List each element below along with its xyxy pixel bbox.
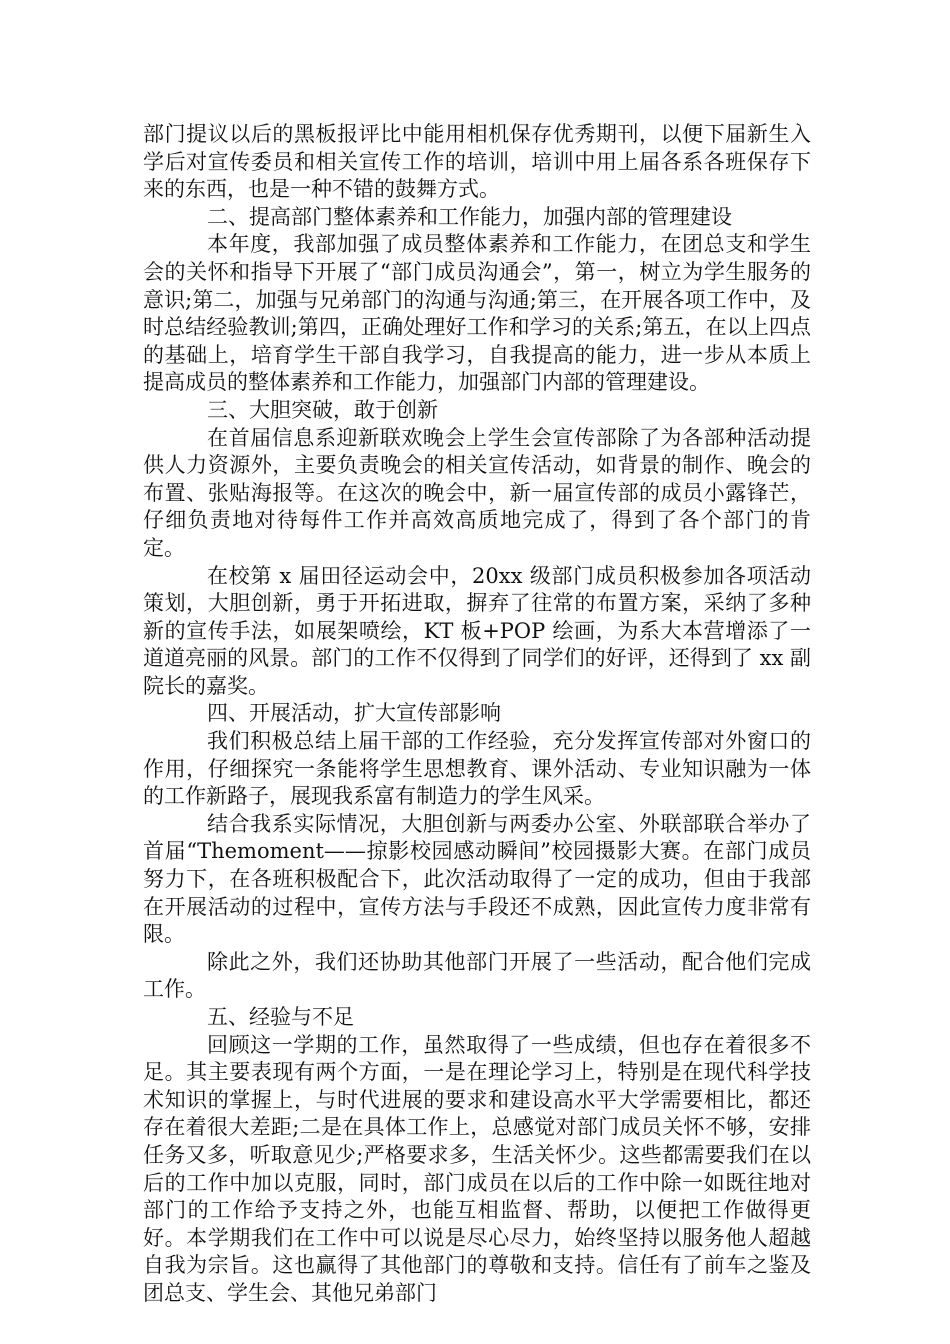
paragraph: 我们积极总结上届干部的工作经验，充分发挥宣传部对外窗口的作用，仔细探究一条能将学生思想教育、课外活动、专业知识融为一体的工作新路子，展现我系富有制造力的学生风采。 xyxy=(143,729,811,809)
paragraph: 回顾这一学期的工作，虽然取得了一些成绩，但也存在着很多不足。其主要表现有两个方面，一是在理论学习上，特别是在现代科学技术知识的掌握上，与时代进展的要求和建设高水平大学需要相比，都还存在着很大差距;二是在具体工作上，总感觉对部门成员关怀不够，安排任务又多，听取意见少;严格要求多，生活关怀少。这些都需要我们在以后的工作中加以克服，同时，部门成员在以后的工作中除一如既往地对部门的工作给予支持之外，也能互相监督、帮助，以便把工作做得更好。本学期我们在工作中可以说是尽心尽力，始终坚持以服务他人超越自我为宗旨。这也赢得了其他部门的尊敬和支持。信任有了前车之鉴及团总支、学生会、其他兄弟部门 xyxy=(143,1032,811,1305)
section-heading: 四、开展活动，扩大宣传部影响 xyxy=(207,701,501,726)
paragraph: 在首届信息系迎新联欢晚会上学生会宣传部除了为各部种活动提供人力资源外，主要负责晚会的相关宣传活动，如背景的制作、晚会的布置、张贴海报等。在这次的晚会中，新一届宣传部的成员小露锋芒，仔细负责地对待每件工作并高效高质地完成了，得到了各个部门的肯定。 xyxy=(143,425,811,560)
paragraph: 本年度，我部加强了成员整体素养和工作能力，在团总支和学生会的关怀和指导下开展了“部门成员沟通会”，第一，树立为学生服务的意识;第二，加强与兄弟部门的沟通与沟通;第三，在开展各项工作中，及时总结经验教训;第四，正确处理好工作和学习的关系;第五，在以上四点的基础上，培育学生干部自我学习，自我提高的能力，进一步从本质上提高成员的整体素养和工作能力，加强部门内部的管理建设。 xyxy=(143,232,811,395)
paragraph: 除此之外，我们还协助其他部门开展了一些活动，配合他们完成工作。 xyxy=(143,949,811,1002)
document-body xyxy=(143,121,811,1308)
section-heading: 三、大胆突破，敢于创新 xyxy=(207,397,438,422)
paragraph: 结合我系实际情况，大胆创新与两委办公室、外联部联合举办了首届“Themoment——掠影校园感动瞬间”校园摄影大赛。在部门成员努力下，在各班积极配合下，此次活动取得了一定的成功，但由于我部在开展活动的过程中，宣传方法与手段还不成熟，因此宣传力度非常有限。 xyxy=(143,811,811,947)
paragraph: 部门提议以后的黑板报评比中能用相机保存优秀期刊，以便下届新生入学后对宣传委员和相关宣传工作的培训，培训中用上届各系各班保存下来的东西，也是一种不错的鼓舞方式。 xyxy=(143,122,811,202)
paragraph: 在校第 x 届田径运动会中，20xx 级部门成员积极参加各项活动策划，大胆创新，勇于开拓进取，摒弃了往常的布置方案，采纳了多种新的宣传手法，如展架喷绘，KT 板+POP 绘画，为系大本营增添了一道道亮丽的风景。部门的工作不仅得到了同学们的好评，还得到了 xx 副院长的嘉奖。 xyxy=(143,563,811,698)
section-heading: 五、经验与不足 xyxy=(207,1005,354,1029)
section-heading: 二、提高部门整体素养和工作能力，加强内部的管理建设 xyxy=(207,204,732,229)
